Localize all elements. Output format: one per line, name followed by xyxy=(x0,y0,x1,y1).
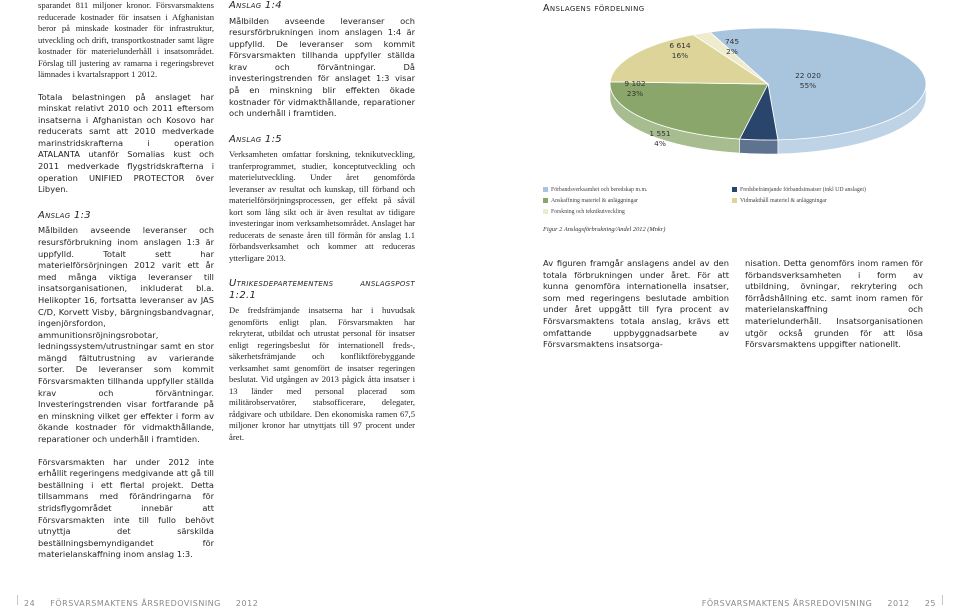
legend-swatch xyxy=(543,187,548,192)
pie-value-label: 6 614 xyxy=(669,41,691,50)
section-heading: Utrikesdepartementens anslagspost 1:2.1 xyxy=(229,278,415,301)
section-heading: Anslag 1:5 xyxy=(229,133,282,145)
footer-title: FÖRSVARSMAKTENS ÅRSREDOVISNING xyxy=(50,599,221,608)
right-text-column-1 xyxy=(543,258,729,362)
paragraph: Verksamheten omfattar forskning, teknikutveckling, tranferprogrammet, studier, konceptutveckling och materielutveckling. Under året genomförda leveranser av resultat och kunskap, till förband och materielförsörjningsprocessen, ger effekt på såväl kort som lång sikt och är även resultat av tidigare investeringar inom verksamhetsområdet. Anslaget har reducerats de senaste åren till förmån för anslag 1.1 förbandsverksamhet och kommer att reduceras ytterligare 2013. xyxy=(229,149,415,263)
legend-swatch xyxy=(732,187,737,192)
page-number: 24 xyxy=(24,599,36,608)
footer-year: 2012 xyxy=(235,599,259,608)
paragraph: Målbilden avseende leveranser och resursförbrukningen inom anslagen 1:4 är uppfylld. De leveranser som kommit Försvarsmakten tillhanda uppfyller ställda krav och förväntningar. Då investeringstrenden för anslaget 1:3 visar på en minskning blir effekten ökade kostnader för vidmakthållande, reparationer och underhåll i framtiden. xyxy=(229,15,415,119)
paragraph: Totala belastningen på anslaget har minskat relativt 2010 och 2011 eftersom insatserna i Afghanistan och Kosovo har reducerats samt att 2010 medverkade marinstridskrafterna i operation ATALANTA utanför Somalias kust och 2011 medverkade flygstridskrafterna i operation UNIFIED PROTECTOR över Libyen. xyxy=(38,91,214,195)
pie-slice-side xyxy=(740,139,778,154)
figure-caption: Figur 2 Anslagsförbrukning/Andel 2012 (Mnkr) xyxy=(543,226,666,233)
footer-divider xyxy=(17,595,18,605)
legend-item: Forskning och teknikutveckling xyxy=(543,209,625,215)
pie-chart xyxy=(540,18,960,198)
legend-item: Förbandsverksamhet och beredskap m.m. xyxy=(543,187,647,193)
pie-percent-label: 16% xyxy=(671,51,689,60)
left-text-column xyxy=(38,0,214,572)
paragraph: De fredsfrämjande insatserna har i huvudsak genomförts enligt plan. Försvarsmakten har rekryterat, utbildat och utrustat personal för insatser enligt regeringsbeslut för internationell freds-, säkerhetsfrämjande och konfliktförebyggande verksamhet samt genomfört de insatser regeringen beslutat. Vid utgången av 2013 pågick åtta insatser i 13 länder med personal placerad som militärobservatörer, stabsofficerare, delegater, rådgivare och utbildare. Den ekonomiska ramen 67,5 miljoner kronor har utnyttjats till 97 procent under året. xyxy=(229,305,415,442)
footer-divider xyxy=(942,595,943,605)
paragraph: sparandet 811 miljoner kronor. Försvarsmaktens reducerade kostnader för insatsen i Afghanistan beror på minskade kostnader för infrastruktur, utveckling och drift, transportkostnader samt lägre kostnader för materielunderhåll i insatsområdet. Förslag till justering av ramarna i regeringsbrevet lämnades i kvartalsrapport 1 2012. xyxy=(38,0,214,79)
footer-left xyxy=(24,599,258,608)
section-heading: Anslag 1:4 xyxy=(229,0,282,11)
section-heading: Anslag 1:3 xyxy=(38,209,91,221)
pie-percent-label: 23% xyxy=(626,89,644,98)
legend-item: Anskaffning materiel & anläggningar xyxy=(543,198,638,204)
legend-item: Vidmakthåll materiel & anläggningar xyxy=(732,198,827,204)
paragraph: Målbilden avseende leveranser och resursförbrukning inom anslagen 1:3 är uppfylld. Totalt sett har materielförsörjningen 2012 varit ett år med många viktiga leveranser till insatsorganisationen, inkluderat bl.a. Helikopter 16, fortsatta leveranser av JAS C/D, Korvett Visby, bärgningsbandvagnar, ingenjörsfordon, ammunitionsröjningsrobotar, ledningssystem/utrustningar samt en stor mängd fältutrustning av varierande sorter. De leveranser som kommit Försvarsmakten tillhanda uppfyller ställda krav och förväntningar. Investeringstrenden visar fortfarande på en minskning vilket ger effekter i form av ökande kostnader för vidmakthållande, reparationer och underhåll i framtiden. xyxy=(38,225,214,445)
pie-value-label: 22 020 xyxy=(795,71,821,80)
paragraph: Försvarsmakten har under 2012 inte erhållit regeringens medgivande att gå till beställning i ett flertal projekt. Detta tillsammans med förändringarna för stridsflygområdet innebär att Försvarsmakten inte till fullo behövt utnyttja det särskilda beställningsbemyndigandet för materielanskaffning inom anslag 1:3. xyxy=(38,456,214,560)
legend-item: Fredsbefrämjande förbandsinsatser (inkl UD anslaget) xyxy=(732,187,866,193)
pie-value-label: 9 102 xyxy=(624,79,646,88)
pie-value-label: 1 551 xyxy=(649,129,671,138)
chart-title: Anslagens fördelning xyxy=(543,3,645,14)
legend-swatch xyxy=(543,209,548,214)
pie-percent-label: 4% xyxy=(654,139,666,148)
pie-value-label: 745 xyxy=(724,37,740,46)
pie-percent-label: 2% xyxy=(726,47,738,56)
page-number: 25 xyxy=(924,599,936,608)
right-text-column-2 xyxy=(745,258,923,362)
pie-percent-label: 55% xyxy=(799,81,817,90)
footer-title: FÖRSVARSMAKTENS ÅRSREDOVISNING xyxy=(701,599,873,608)
paragraph: Av figuren framgår anslagens andel av den totala förbrukningen under året. För att kunna genomföra internationella insatser, som med regeringens beslutade ambition under året uppgått till fyra procent av Försvarsmaktens totala anslag, krävs ett omfattande uppbyggnadsarbete av Försvarsmaktens insatsorga- xyxy=(543,258,729,350)
legend-swatch xyxy=(732,198,737,203)
footer-year: 2012 xyxy=(887,599,910,608)
legend-swatch xyxy=(543,198,548,203)
footer-right xyxy=(702,599,936,608)
middle-text-column xyxy=(229,0,415,454)
paragraph: nisation. Detta genomförs inom ramen för förbandsverksamheten i form av utbildning, övningar, rekrytering och förrådshållning etc. samt inom ramen för materielanskaffning och materielunderhåll. Insatsorganisationen utgör också grunden för att lösa Försvarsmaktens uppgifter nationellt. xyxy=(745,258,923,350)
